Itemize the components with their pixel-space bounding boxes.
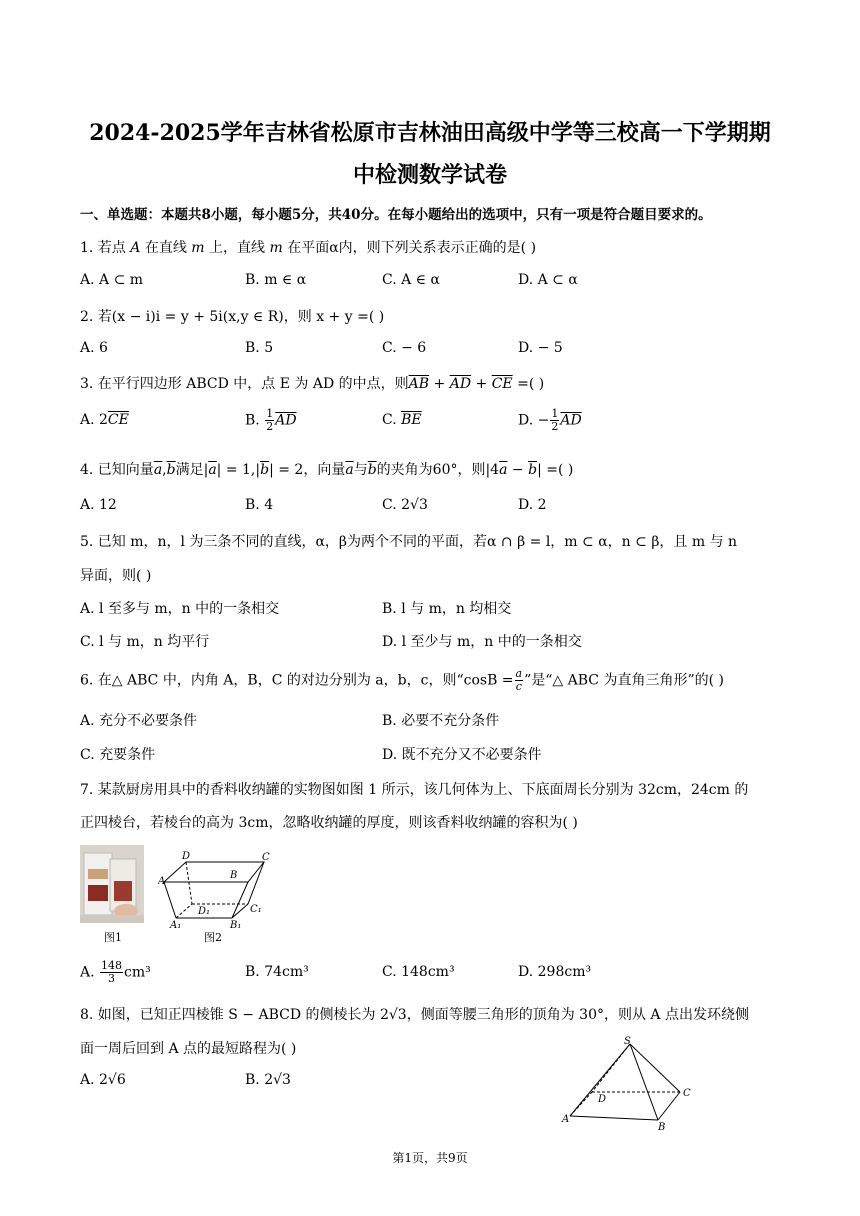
q5-stem-line1: 5. 已知 m，n，l 为三条不同的直线，α，β为两个不同的平面，若α ∩ β = l，m ⊂ α，n ⊂ β，且 m 与 n xyxy=(80,534,738,550)
q7-option-a[interactable]: A. $\frac{148}{3}$ cm³ xyxy=(80,959,151,985)
q1-option-b[interactable]: B. m ∈ α xyxy=(245,272,307,288)
prism-label-d: D xyxy=(182,851,191,862)
pyramid-label-b: B xyxy=(658,1122,666,1130)
q5-option-c[interactable]: C. l 与 m，n 均平行 xyxy=(80,634,210,650)
q7-option-b[interactable]: B. 74cm³ xyxy=(245,964,309,980)
prism-label-b: B xyxy=(230,870,238,881)
q8-option-b[interactable]: B. 2√3 xyxy=(245,1072,291,1088)
q4-option-c[interactable]: C. 2√3 xyxy=(382,497,428,513)
spice-jar-photo xyxy=(80,845,144,923)
prism-label-c1: C₁ xyxy=(250,904,262,915)
q6-option-c[interactable]: C. 充要条件 xyxy=(80,747,156,763)
q4-option-a[interactable]: A. 12 xyxy=(80,497,117,513)
q2-option-d[interactable]: D. − 5 xyxy=(518,340,563,356)
q7-stem-line2: 正四棱台，若棱台的高为 3cm，忽略收纳罐的厚度，则该香料收纳罐的容积为( ) xyxy=(80,815,578,831)
pyramid-label-c: C xyxy=(683,1088,691,1099)
q4-option-b[interactable]: B. 4 xyxy=(245,497,274,513)
prism-label-b1: B₁ xyxy=(230,920,242,930)
q3-option-d[interactable]: D. − $\frac{1}{2}$ $\overline{AD}$ xyxy=(518,407,582,433)
q7-option-c[interactable]: C. 148cm³ xyxy=(382,964,455,980)
q1-option-d[interactable]: D. A ⊂ α xyxy=(518,272,578,288)
page-footer: 第1页，共9页 xyxy=(392,1151,468,1165)
fig1-caption: 图1 xyxy=(104,931,122,944)
fig2-caption: 图2 xyxy=(204,931,222,944)
q5-stem-line2: 异面，则( ) xyxy=(80,568,152,584)
exam-title-line2: 中检测数学试卷 xyxy=(352,162,507,188)
pyramid-diagram xyxy=(560,1034,700,1130)
q3-option-a[interactable]: A. $2\overline{CE}$ xyxy=(80,412,129,428)
q5-option-b[interactable]: B. l 与 m，n 均相交 xyxy=(382,601,512,617)
pyramid-label-d: D xyxy=(598,1094,607,1105)
q6-option-b[interactable]: B. 必要不充分条件 xyxy=(382,713,500,729)
q2-option-c[interactable]: C. − 6 xyxy=(382,340,427,356)
q7-stem-line1: 7. 某款厨房用具中的香料收纳罐的实物图如图 1 所示，该几何体为上、下底面周长分别为 32cm，24cm 的 xyxy=(80,782,749,798)
q7-option-d[interactable]: D. 298cm³ xyxy=(518,964,592,980)
q4-stem: 4. 已知向量$\overline{a},\overline{b}$满足$|\overline{a}| = 1,|\overline{b}| = 2$，向量$\overline{a}$与$\overline{b}$的夹角为60°，则$|4\overline{a} - \overline{b}|$ =( ) xyxy=(80,462,574,478)
q3-option-c[interactable]: C. $\overline{BE}$ xyxy=(382,412,422,428)
q3-stem: 3. 在平行四边形 ABCD 中，点 E 为 AD 的中点，则$\overline{AB} + \overline{AD} + \overline{CE}$ =( ) xyxy=(80,376,545,392)
q2-option-b[interactable]: B. 5 xyxy=(245,340,274,356)
frustum-diagram xyxy=(158,850,276,930)
prism-label-a1: A₁ xyxy=(170,920,182,930)
pyramid-label-s: S xyxy=(624,1036,631,1047)
q6-option-a[interactable]: A. 充分不必要条件 xyxy=(80,713,198,729)
q6-stem: 6. 在△ ABC 中，内角 A，B，C 的对边分别为 a，b，c，则“cosB = $\frac{a}{c}$ ”是“△ ABC 为直角三角形”的( ) xyxy=(80,667,724,693)
q2-stem: 2. 若(x − i)i = y + 5i(x,y ∈ R)，则 x + y =( ) xyxy=(80,309,385,325)
pyramid-label-a: A xyxy=(562,1114,570,1125)
q6-option-d[interactable]: D. 既不充分又不必要条件 xyxy=(382,747,542,763)
q8-stem-line2: 面一周后回到 A 点的最短路程为( ) xyxy=(80,1041,297,1057)
q2-option-a[interactable]: A. 6 xyxy=(80,340,108,356)
q8-option-a[interactable]: A. 2√6 xyxy=(80,1072,126,1088)
q5-option-a[interactable]: A. l 至多与 m，n 中的一条相交 xyxy=(80,601,280,617)
prism-label-d1: D₁ xyxy=(198,906,211,917)
prism-label-c: C xyxy=(262,852,270,863)
q4-option-d[interactable]: D. 2 xyxy=(518,497,547,513)
q5-option-d[interactable]: D. l 至少与 m，n 中的一条相交 xyxy=(382,634,582,650)
prism-label-a: A xyxy=(158,876,166,887)
section-heading: 一、单选题：本题共8小题，每小题5分，共40分。在每小题给出的选项中，只有一项是符合题目要求的。 xyxy=(80,207,712,223)
q3-option-b[interactable]: B. $\frac{1}{2}$ $\overline{AD}$ xyxy=(245,407,297,433)
q1-option-a[interactable]: A. A ⊂ m xyxy=(80,272,144,288)
q1-stem: 1. 若点 A 在直线 m 上，直线 m 在平面α内，则下列关系表示正确的是( ) xyxy=(80,240,537,256)
exam-title-line1: 2024-2025学年吉林省松原市吉林油田高级中学等三校高一下学期期 xyxy=(89,120,771,146)
q8-stem-line1: 8. 如图，已知正四棱锥 S − ABCD 的侧棱长为 2√3，侧面等腰三角形的顶角为 30°，则从 A 点出发环绕侧 xyxy=(80,1007,749,1023)
q1-option-c[interactable]: C. A ∈ α xyxy=(382,272,440,288)
